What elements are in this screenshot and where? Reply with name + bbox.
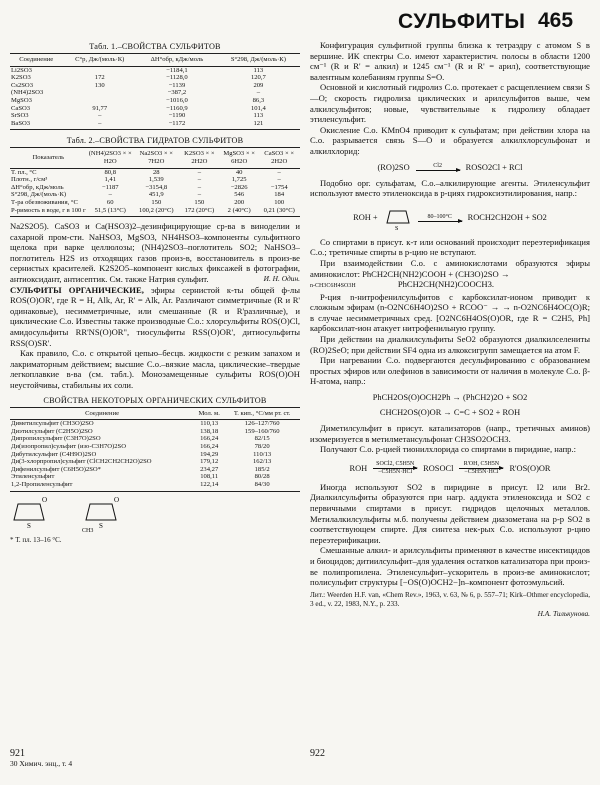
left-author: И. Н. Один. xyxy=(263,274,300,284)
running-title: СУЛЬФИТЫ xyxy=(398,10,526,33)
right-author: Н.А. Тилькунова. xyxy=(537,608,590,618)
table3-cell: 126–127/760 xyxy=(244,420,280,428)
left-column xyxy=(10,40,300,745)
table2-cell: 80,8 xyxy=(104,168,116,176)
table1-cell: 172 xyxy=(94,74,105,82)
table1-cell: −1184,1 xyxy=(166,66,188,74)
table3-cell: 110,13 xyxy=(200,420,219,428)
table1-cell: CaSO3 xyxy=(11,104,31,112)
table1-cell: 86,3 xyxy=(252,96,265,104)
svg-text:CH3: CH3 xyxy=(82,527,94,534)
table1-cell: (NH4)2SO3 xyxy=(11,89,44,97)
table2-cell: 184 xyxy=(274,191,285,199)
table2-cell: 1,41 xyxy=(104,176,116,184)
table3 xyxy=(10,407,300,492)
table2-cell: – xyxy=(197,191,202,199)
table3-cell: 138,18 xyxy=(200,427,219,435)
table2-cell: – xyxy=(108,191,112,199)
equation-desulfurization-1: PhCH2OS(O)OCH2Ph → (PhCH2)2O + SO2 xyxy=(372,393,528,403)
table2-cell: −1754 xyxy=(270,183,288,191)
right-paragraph-11: Получают С.о. р-цией тионилхлорида со спиртами в пиридине, напр.: xyxy=(320,444,576,455)
equation-desulfurization-2: CHCH2OS(O)OR → C=C + SO2 + ROH xyxy=(379,408,521,418)
footer-left-page: 921 xyxy=(10,748,25,759)
table2-cell: ΔH°обр, кДж/моль xyxy=(11,183,64,191)
table2-cell: 100,2 (20°С) xyxy=(134,207,179,217)
table1-row xyxy=(10,74,300,82)
table2-cell: – xyxy=(277,176,281,184)
footer-left xyxy=(10,748,72,768)
table3-header-cell: Мол. м. xyxy=(194,407,224,420)
svg-text:O: O xyxy=(114,495,120,504)
table1-cell: Cs2SO3 xyxy=(11,81,33,89)
table2-header-cell: MgSO3 × × 6H2O xyxy=(220,148,258,168)
table3-row xyxy=(10,443,300,451)
table2-cell: −2826 xyxy=(230,183,248,191)
table3-row xyxy=(10,466,300,474)
table3-cell: 122,14 xyxy=(194,481,224,491)
table1-cell: 120,7 xyxy=(250,74,266,82)
page-number: 465 xyxy=(538,9,574,32)
svg-text:S: S xyxy=(99,521,103,530)
table2-cell: Т. пл., °С xyxy=(11,168,37,176)
right-column xyxy=(310,40,590,745)
table3-row xyxy=(10,420,300,428)
table3-cell: 80/28 xyxy=(254,473,270,481)
table1-row xyxy=(10,105,300,113)
table1-cell xyxy=(62,66,137,74)
table2-cell: Р-римость в воде, г в 100 г xyxy=(10,207,87,217)
table1-header-cell: Соединение xyxy=(10,54,62,67)
table2-row xyxy=(10,207,300,217)
table2-cell: – xyxy=(197,168,202,176)
table2-header-cell: Показатель xyxy=(10,148,87,168)
right-paragraph-2: Основной и кислотный гидролиз С.о. протекает с расщеплением связи S—O; скорость гидролиза циклических и арилсульфитов выше, чем алкилсульфитов; новые, чувствительные к гидролизу обладает этиленсульфит. xyxy=(310,82,590,125)
table1-cell xyxy=(62,89,137,97)
table1-cell: 130 xyxy=(94,81,105,89)
table2-row xyxy=(10,168,300,176)
table1-row xyxy=(10,120,300,130)
right-paragraph-1: Конфигурация сульфитной группы близка к тетраэдру с атомом S в вершине. ИК спектры С.о. имеют характеристич. полосы в области 1200 см⁻¹ (R и R' = алкил) и 1245 см⁻¹ (R и R' = арил), соответствующие валентным колебаниям группы S=O. xyxy=(310,40,590,82)
table3-row xyxy=(10,428,300,436)
table3-cell: Диметилсульфит (CH3O)2SO xyxy=(11,420,94,428)
table2-cell: 40 xyxy=(235,168,243,176)
right-paragraph-13: Смешанные алкил- и арилсульфиты применяют в качестве инсектицидов и биоцидов; дитиилсульфит–для удаления остатков катализатора при произ-ве полипропилена. Этиленсульфит–ускоритель в произ-ве аминокислот; полисульфит структуры [−OS(O)OCH2−]n–компонент фотоэмульсий. xyxy=(310,545,590,588)
table1-cell: 113 xyxy=(253,66,264,74)
table3-row xyxy=(10,451,300,459)
table3-cell: 185/2 xyxy=(254,465,270,473)
table2-header-cell: Na2SO3 × × 7H2O xyxy=(134,148,179,168)
table1-caption: Табл. 1.–СВОЙСТВА СУЛЬФИТОВ xyxy=(89,42,221,51)
table2-row xyxy=(10,191,300,199)
literature-reference: Лит.: Weerden H.F. van, «Chem Rev.», 1963, v. 63, № 6, p. 557–71; Kirk–Othmer encyclopedia, 3 ed., v. 22, 1983, N.Y., p. 233. xyxy=(310,590,590,608)
table3-header-cell: Т. кип., °С/мм рт. ст. xyxy=(224,407,300,420)
table1-header-cell: ΔH°обр, кДж/моль xyxy=(137,54,217,67)
table1-cell: K2SO3 xyxy=(11,74,31,82)
table3-cell: 162/13 xyxy=(252,458,272,466)
table3-header-cell: Соединение xyxy=(10,407,194,420)
table1-cell: −1160,9 xyxy=(166,104,188,112)
table3-row xyxy=(10,458,300,466)
table3-cell: 110/13 xyxy=(253,450,272,458)
table1-cell: 101,4 xyxy=(250,104,266,112)
table2-cell: 200 xyxy=(234,198,245,206)
table1-cell: −1172 xyxy=(137,120,217,130)
table2-row xyxy=(10,184,300,192)
table2 xyxy=(10,147,300,217)
table1-cell: SrSO3 xyxy=(11,112,29,120)
right-paragraph-7: Р-ция n-нитрофенилсульфитов с карбоксилат-ионом приводит к сложным эфирам (n-O2NC6H4O)2SO + RCOO⁻ → → n-O2NC6H4OC(O)R; в случае несимметричных сред. [O2NC6H4OS(O)OR, где R = C2H5, Ph] карбоксилат-ион атакует нитрофенильную группу. xyxy=(310,291,590,334)
right-paragraph-4: Подобно орг. сульфатам, С.о.–алкилирующие агенты. Этиленсульфит используют вместо этиленоксида в р-циях гидроксиэтилирования, напр.: xyxy=(310,177,590,199)
table3-cell: 78/20 xyxy=(254,442,270,450)
table2-cell: 546 xyxy=(234,191,245,199)
table1-row xyxy=(10,97,300,105)
table2-cell: −1187 xyxy=(101,183,119,191)
table2-cell: 0,21 (30°С) xyxy=(258,207,300,217)
right-paragraph-10: Диметилсульфит в присут. катализаторов (напр., третичных аминов) изомеризуется в метилметансульфонат CH3SO2OCH3. xyxy=(310,423,590,444)
table3-cell: Ди(3-хлорпропил)сульфит (ClCH2CH2CH2O)2SO xyxy=(11,458,152,466)
table2-cell: 150 xyxy=(194,198,205,206)
footer-right-page: 922 xyxy=(310,748,325,759)
table2-row xyxy=(10,199,300,207)
svg-text:S: S xyxy=(27,521,31,530)
table2-caption: Табл. 2.–СВОЙСТВА ГИДРАТОВ СУЛЬФИТОВ xyxy=(66,136,244,146)
table1-row xyxy=(10,112,300,120)
table3-cell: Дифенилсульфит (C6H5O)2SO* xyxy=(11,465,101,473)
entry-headword: СУЛЬФИТЫ ОРГАНИЧЕСКИЕ, xyxy=(10,284,144,295)
table2-cell: 28 xyxy=(153,168,160,176)
table3-cell: 166,24 xyxy=(200,435,219,443)
table2-cell: 2 (40°С) xyxy=(220,207,258,217)
table2-cell: 150 xyxy=(151,198,162,206)
table3-cell: Этиленсульфит xyxy=(11,473,55,481)
table3-cell: 159–160/760 xyxy=(244,427,280,435)
table1-cell: −1139 xyxy=(168,81,186,89)
table3-row xyxy=(10,435,300,443)
table3-row xyxy=(10,481,300,491)
table3-cell: Диэтилсульфит (C2H5O)2SO xyxy=(11,427,93,435)
table3-row xyxy=(10,473,300,481)
table2-cell: 172 (20°С) xyxy=(179,207,220,217)
table2-cell: 100 xyxy=(274,198,285,206)
footer-volume-note: 30 Химич. энц., т. 4 xyxy=(10,759,73,768)
table1-cell: −1190 xyxy=(168,112,186,120)
table1-cell: – xyxy=(98,112,102,120)
table1-header-cell: C°p, Дж/(моль·К) xyxy=(62,54,137,67)
equation-chlorination: (RO)2SO Cl2 ROSO2Cl + RCl xyxy=(377,162,523,172)
table1-row xyxy=(10,89,300,97)
table3-cell: 108,11 xyxy=(200,473,219,481)
table2-row xyxy=(10,176,300,184)
ethylene-sulfite-structure xyxy=(10,494,52,534)
table2-cell: 60 xyxy=(106,198,114,206)
table3-footnote: * Т. пл. 13–16 °С. xyxy=(10,535,62,544)
table3-cell: 1,2-Пропиленсульфит xyxy=(10,481,194,491)
table1-cell: 91,77 xyxy=(92,104,108,112)
table1-cell: MgSO3 xyxy=(11,96,32,104)
right-paragraph-12: Иногда используют SO2 в пиридине в присут. I2 или Br2. Диалкилсульфиты образуются при нагр. аддукта этиленоксида и SO2 с первичными спиртами в присут. гидридов щелочных металлов. Метилалкилсульфиты м.б. получены действием диазометана на р-р SO2 в соответствующем спирте. Для синтеза нек-рых С.о. используют р-цию переэтерификации. xyxy=(310,481,590,545)
right-paragraph-3: Окисление С.о. KMnO4 приводит к сульфатам; при действии хлора на С.о. разрывается связь S—O и образуется алкилхлорсульфонат и алкилхлорид: xyxy=(310,124,590,156)
table2-cell: – xyxy=(277,168,281,176)
equation-hydroxyethylation: ROH + S 80–100°C ROCH2CH2OH + SO2 xyxy=(310,205,590,231)
table1-cell: Li2SO3 xyxy=(11,66,32,74)
table2-cell: −3154,8 xyxy=(145,183,168,191)
table1-cell: −387,2 xyxy=(167,89,187,97)
table2-cell: 51,5 (13°С) xyxy=(87,207,134,217)
table2-cell: Т-ра обезвоживания, °С xyxy=(11,198,78,206)
table2-header-cell: K2SO3 × × 2H2O xyxy=(179,148,220,168)
table3-cell: 194,29 xyxy=(200,450,219,458)
table2-cell: – xyxy=(197,176,202,184)
right-paragraph-9: При нагревании С.о. подвергаются десульфированию с образованием простых эфиров или олефинов в зависимости от наличия в молекуле С.о. β-Н-атома, напр.: xyxy=(310,355,590,387)
table3-cell: 84/30 xyxy=(224,481,300,491)
table1-cell: 121 xyxy=(217,120,300,130)
table1-header-cell: S°298, Дж/(моль·К) xyxy=(217,54,300,67)
svg-text:O: O xyxy=(42,495,48,504)
cyclic-structures xyxy=(10,494,300,534)
ethylene-sulfite-ring xyxy=(384,205,412,231)
left-paragraph-1: Na2S2O5). CaSO3 и Ca(HSO3)2–дезинфицирующие ср-ва в виноделии и сахарной пром-сти. NaHSO3, MgSO3, NH4HSO3–компоненты сульфитного щелока при варке целлюлозы; (NH4)2SO3–поглотитель SO2; NaHSO3–поглотитель H2S из отходящих газов произ-в, восстановитель в произ-ве сернистых красителей. K2S2O5–компонент кислых фиксажей в фотографии, антиоксидант, антисептик. См. также Натрия сульфит. И. Н. Один. xyxy=(10,221,300,285)
table3-cell: 234,27 xyxy=(200,465,219,473)
page-header xyxy=(0,0,600,34)
right-paragraph-5: Со спиртами в присут. к-т или оснований происходит переэтерификация С.о.; третичные спирты в р-цию не вступают. xyxy=(310,236,590,258)
table2-header-cell: CaSO3 × × 2H2O xyxy=(258,148,300,168)
table3-cell: Ди(изопропил)сульфит (изо-C3H7O)2SO xyxy=(11,442,126,450)
left-paragraph-2: СУЛЬФИТЫ ОРГАНИЧЕСКИЕ, эфиры сернистой к-ты общей ф-лы ROS(O)OR', где R = H, Alk, Ar, R' = Alk, Ar. Различают симметричные (R и R' одинаковые), несимметричные, или смешанные (R и R'различные), и циклические С.о. Известны также производные С.о.: хлорсульфиты ROS(O)Cl, амидосульфиты RR'NS(O)OR", тиосульфиты RSS(O)OR', дитиосульфиты RSS(O)SR'. xyxy=(10,284,300,348)
table3-cell: Дипропилсульфит (C3H7O)2SO xyxy=(11,435,101,443)
table2-cell: 451,9 xyxy=(148,191,164,199)
table2-header-cell: (NH4)2SO3 × × H2O xyxy=(87,148,134,168)
table2-cell: Плотн., г/см³ xyxy=(11,176,48,184)
table1-cell: – xyxy=(62,120,137,130)
table1-cell: −1016,0 xyxy=(165,96,188,104)
left-paragraph-3: Как правило, С.о. с открытой цепью–бесцв. жидкости с резким запахом и лакриматорным действием; высшие С.о.–вязкие масла, циклические–твердые легкоплавкие в-ва (см. табл.). Моноэамещенные сульфиты ROS(O)OH неустойчивы, стабильны их соли. xyxy=(10,348,300,390)
right-paragraph-8: При действии на диалкилсульфиты SeO2 образуются диалкилселениты (RO)2SeO; при действии SF4 одна из алкоксигрупп замещается на атом F. xyxy=(310,334,590,355)
propylene-sulfite-structure xyxy=(82,494,124,534)
equation-synthesis: ROH SOCl2, C5H5N −C5H5N·HCl ROSOCl R'OH, C5H5N −C5H5N·HCl R'OS(O)OR xyxy=(349,460,551,475)
table1-cell: – xyxy=(256,89,261,97)
table1 xyxy=(10,53,300,130)
table1-row xyxy=(10,66,300,74)
table1-row xyxy=(10,82,300,90)
table1-cell: 113 xyxy=(253,112,264,120)
table1-cell: −1128,0 xyxy=(166,74,188,82)
table3-cell: Дибутилсульфит (C4H9O)2SO xyxy=(11,450,97,458)
table2-cell: 1,539 xyxy=(148,176,164,184)
table2-cell: 1,725 xyxy=(231,176,247,184)
table1-cell: 209 xyxy=(253,81,264,89)
table2-cell: S°298, Дж/(моль·К) xyxy=(11,191,67,199)
right-paragraph-6: При взаимодействии С.о. с аминокислотами образуются эфиры аминокислот: PhCH2CH(NH2)COOH + (CH3O)2SO → n-CH3C6H4SO3H PhCH2CH(NH2)COOCH3. xyxy=(310,257,590,290)
table2-cell: – xyxy=(197,183,202,191)
table1-cell xyxy=(62,97,137,105)
table3-cell: 82/15 xyxy=(254,435,270,443)
table3-cell: 179,12 xyxy=(200,458,219,466)
table3-cell: 166,24 xyxy=(200,442,219,450)
table1-cell: BaSO3 xyxy=(10,120,62,130)
svg-text:S: S xyxy=(394,225,398,231)
table3-caption: СВОЙСТВА НЕКОТОРЫХ ОРГАНИЧЕСКИХ СУЛЬФИТОВ xyxy=(43,395,267,405)
